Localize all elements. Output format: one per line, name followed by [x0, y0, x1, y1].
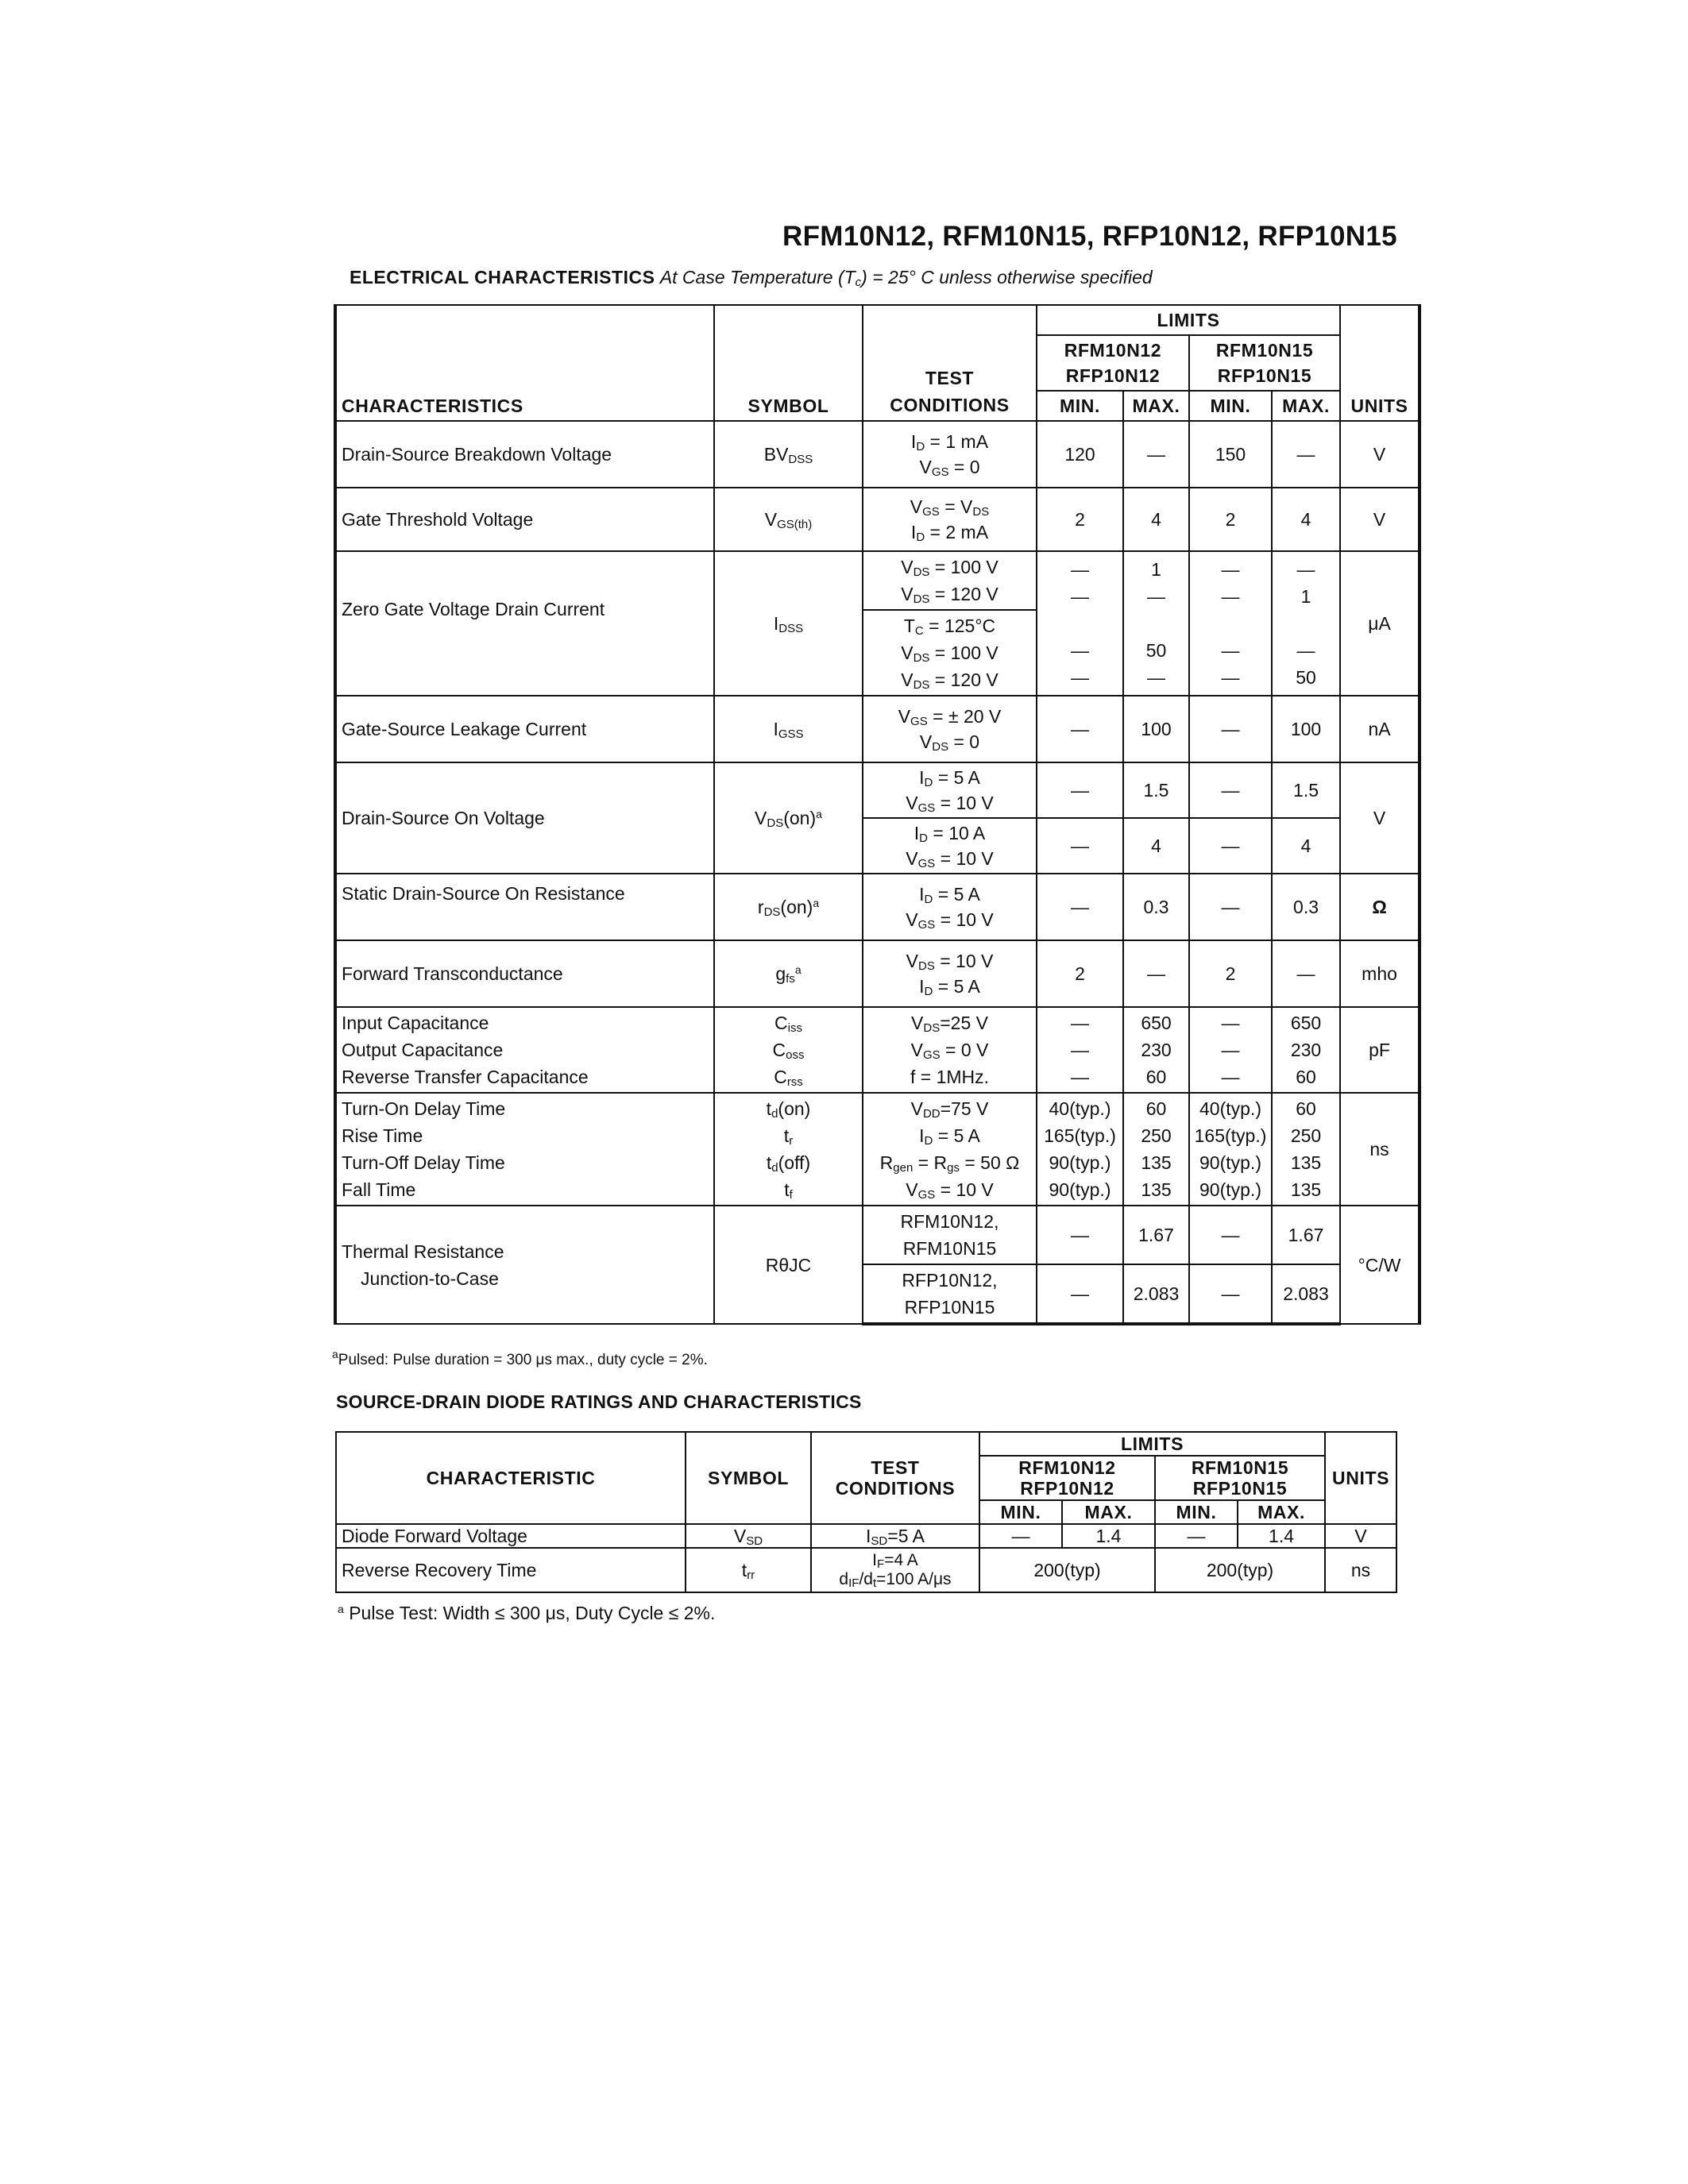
min-value: 120 — [1037, 421, 1123, 488]
min-value: — — [1189, 818, 1272, 874]
characteristic-name: Diode Forward Voltage — [336, 1524, 686, 1548]
max-value: 650 230 60 — [1123, 1007, 1189, 1093]
header-max: MAX. — [1272, 391, 1340, 421]
header-min: MIN. — [1189, 391, 1272, 421]
table-row — [335, 696, 1420, 762]
min-value: — — [1189, 762, 1272, 818]
symbol: $I_{GSS}$ — [714, 696, 863, 762]
min-value: 40(typ.) 165(typ.) 90(typ.) 90(typ.) — [1189, 1093, 1272, 1206]
min-value: — — — — — [1189, 551, 1272, 696]
min-value: — — — — [1189, 1007, 1272, 1093]
min-value: 2 — [1189, 488, 1272, 551]
min-value: — — [1037, 696, 1123, 762]
unit: μA — [1340, 551, 1420, 696]
symbol: $r_{DS}(on)^a$ — [714, 874, 863, 940]
max-value: 1.5 — [1123, 762, 1189, 818]
test-condition: $V_{GS}$ = ± 20 V $V_{DS} = 0$ — [863, 696, 1037, 762]
header-limits: LIMITS — [979, 1432, 1325, 1456]
max-value: 1 — 50 — — [1123, 551, 1189, 696]
min-value: — — — — [1037, 1007, 1123, 1093]
header-test-conditions: TEST CONDITIONS — [811, 1432, 979, 1524]
characteristic-name: Drain-Source On Voltage — [335, 762, 714, 874]
test-condition: $V_{GS} = V_{DS}$ $I_D = 2$ mA — [863, 488, 1037, 551]
symbol: $BV_{DSS}$ — [714, 421, 863, 488]
characteristic-name: Gate Threshold Voltage — [335, 488, 714, 551]
header-min: MIN. — [979, 1500, 1062, 1524]
min-value: 2 — [1189, 940, 1272, 1007]
max-value: 100 — [1123, 696, 1189, 762]
test-condition: $V_{DD}=75$ V $I_D = 5$ A $R_{gen} = R_{gs} = 50$ Ω $V_{GS} = 10$ V — [863, 1093, 1037, 1206]
max-value: 4 — [1123, 488, 1189, 551]
header-symbol: SYMBOL — [714, 305, 863, 421]
unit: V — [1340, 488, 1420, 551]
header-group-rfm10n12: RFM10N12 RFP10N12 — [979, 1456, 1155, 1500]
min-value: 150 — [1189, 421, 1272, 488]
max-value: — — [1272, 940, 1340, 1007]
max-value: 4 — [1272, 818, 1340, 874]
min-value: — — [1037, 1206, 1123, 1264]
table-row — [335, 1007, 1420, 1093]
header-test-conditions: TEST CONDITIONS — [863, 305, 1037, 421]
max-value: — — [1272, 421, 1340, 488]
max-value: 60 250 135 135 — [1123, 1093, 1189, 1206]
max-value: 1.5 — [1272, 762, 1340, 818]
table-row — [335, 1093, 1420, 1206]
header-characteristics: CHARACTERISTICS — [335, 305, 714, 421]
max-value: — — [1123, 421, 1189, 488]
symbol: $V_{SD}$ — [686, 1524, 811, 1548]
header-group-rfm10n12: RFM10N12 RFP10N12 — [1037, 335, 1189, 391]
characteristic-name: Static Drain-Source On Resistance — [335, 874, 714, 940]
characteristic-name: Input Capacitance Output Capacitance Reverse Transfer Capacitance — [335, 1007, 714, 1093]
max-value: 1.4 — [1062, 1524, 1155, 1548]
test-condition: $I_D = 10$ A $V_{GS} = 10$ V — [863, 818, 1037, 874]
table-row — [335, 488, 1420, 551]
min-value: 40(typ.) 165(typ.) 90(typ.) 90(typ.) — [1037, 1093, 1123, 1206]
test-condition: RFM10N12, RFM10N15 — [863, 1206, 1037, 1264]
header-group-rfm10n15: RFM10N15 RFP10N15 — [1155, 1456, 1325, 1500]
characteristic-name: Thermal Resistance Junction-to-Case — [335, 1206, 714, 1324]
symbol: $t_{rr}$ — [686, 1548, 811, 1592]
header-units: UNITS — [1340, 305, 1420, 421]
test-condition: $I_D = 5$ A $V_{GS} = 10$ V — [863, 874, 1037, 940]
min-value: — — — — — [1037, 551, 1123, 696]
characteristic-name: Forward Transconductance — [335, 940, 714, 1007]
typical-value: 200(typ) — [1155, 1548, 1325, 1592]
symbol: RθJC — [714, 1206, 863, 1324]
max-value: 4 — [1123, 818, 1189, 874]
header-symbol: SYMBOL — [686, 1432, 811, 1524]
table-row — [336, 1524, 1396, 1548]
unit: V — [1340, 762, 1420, 874]
test-condition: $I_D = 5$ A $V_{GS} = 10$ V — [863, 762, 1037, 818]
min-value: 2 — [1037, 488, 1123, 551]
source-drain-diode-heading: SOURCE-DRAIN DIODE RATINGS AND CHARACTERISTICS — [336, 1391, 862, 1412]
unit: ns — [1340, 1093, 1420, 1206]
test-condition: $V_{DS}=25$ V $V_{GS} = 0$ V f = 1MHz. — [863, 1007, 1037, 1093]
header-min: MIN. — [1037, 391, 1123, 421]
min-value: — — [1155, 1524, 1238, 1548]
electrical-characteristics-table — [334, 304, 1421, 1325]
unit: pF — [1340, 1007, 1420, 1093]
table-row — [335, 1206, 1420, 1264]
unit: °C/W — [1340, 1206, 1420, 1324]
min-value: — — [979, 1524, 1062, 1548]
max-value: 2.083 — [1123, 1264, 1189, 1324]
header-group-rfm10n15: RFM10N15 RFP10N15 — [1189, 335, 1340, 391]
table-row — [336, 1548, 1396, 1592]
table-row — [335, 940, 1420, 1007]
min-value: — — [1189, 1264, 1272, 1324]
unit: ns — [1325, 1548, 1396, 1592]
max-value: — 1 — 50 — [1272, 551, 1340, 696]
max-value: 60 250 135 135 — [1272, 1093, 1340, 1206]
page-title: RFM10N12, RFM10N15, RFP10N12, RFP10N15 — [782, 221, 1397, 252]
table-row — [335, 874, 1420, 940]
source-drain-diode-table — [335, 1431, 1397, 1593]
characteristic-name: Zero Gate Voltage Drain Current — [335, 551, 714, 696]
header-max: MAX. — [1238, 1500, 1325, 1524]
max-value: 0.3 — [1123, 874, 1189, 940]
characteristic-name: Turn-On Delay Time Rise Time Turn-Off Delay Time Fall Time — [335, 1093, 714, 1206]
table-row — [335, 421, 1420, 488]
max-value: 4 — [1272, 488, 1340, 551]
max-value: 650 230 60 — [1272, 1007, 1340, 1093]
min-value: — — [1037, 818, 1123, 874]
unit: nA — [1340, 696, 1420, 762]
table-row — [335, 762, 1420, 818]
header-limits: LIMITS — [1037, 305, 1340, 335]
symbol: $V_{DS}(on)^a$ — [714, 762, 863, 874]
typical-value: 200(typ) — [979, 1548, 1155, 1592]
min-value: — — [1189, 874, 1272, 940]
header-units: UNITS — [1325, 1432, 1396, 1524]
min-value: 2 — [1037, 940, 1123, 1007]
header-characteristic: CHARACTERISTIC — [336, 1432, 686, 1524]
test-condition: $I_{SD}=5$ A — [811, 1524, 979, 1548]
header-max: MAX. — [1062, 1500, 1155, 1524]
min-value: — — [1189, 696, 1272, 762]
max-value: 100 — [1272, 696, 1340, 762]
header-min: MIN. — [1155, 1500, 1238, 1524]
max-value: 0.3 — [1272, 874, 1340, 940]
unit: Ω — [1340, 874, 1420, 940]
symbol: $g_{fs}^a$ — [714, 940, 863, 1007]
characteristic-name: Reverse Recovery Time — [336, 1548, 686, 1592]
max-value: — — [1123, 940, 1189, 1007]
pulsed-footnote: $^a$Pulsed: Pulse duration = 300 μs max., duty cycle = 2%. — [332, 1348, 708, 1368]
unit: mho — [1340, 940, 1420, 1007]
test-condition: $I_F=4$ A $d_{IF}/d_t=100$ A/μs — [811, 1548, 979, 1592]
symbol: $C_{iss}$ $C_{oss}$ $C_{rss}$ — [714, 1007, 863, 1093]
test-condition: $V_{DS} = 100$ V $V_{DS} = 120$ V — [863, 551, 1037, 610]
min-value: — — [1037, 1264, 1123, 1324]
pulse-test-footnote: $^a$ Pulse Test: Width ≤ 300 μs, Duty Cycle ≤ 2%. — [338, 1603, 716, 1623]
unit: V — [1340, 421, 1420, 488]
max-value: 1.67 — [1272, 1206, 1340, 1264]
header-max: MAX. — [1123, 391, 1189, 421]
electrical-characteristics-heading: ELECTRICAL CHARACTERISTICS At Case Temperature $(T_c) = 25^\circ$ C unless otherwise specified — [350, 267, 1153, 289]
max-value: 1.4 — [1238, 1524, 1325, 1548]
characteristic-name: Drain-Source Breakdown Voltage — [335, 421, 714, 488]
min-value: — — [1189, 1206, 1272, 1264]
symbol: $V_{GS(th)}$ — [714, 488, 863, 551]
symbol: $I_{DSS}$ — [714, 551, 863, 696]
test-condition: $I_D = 1$ mA $V_{GS} = 0$ — [863, 421, 1037, 488]
test-condition: $V_{DS} = 10$ V $I_D = 5$ A — [863, 940, 1037, 1007]
test-condition: RFP10N12, RFP10N15 — [863, 1264, 1037, 1324]
test-condition: $T_C = 125^\circ C$ $V_{DS} = 100$ V $V_{DS} = 120$ V — [863, 610, 1037, 696]
max-value: 2.083 — [1272, 1264, 1340, 1324]
table-row — [335, 551, 1420, 610]
min-value: — — [1037, 762, 1123, 818]
min-value: — — [1037, 874, 1123, 940]
symbol: $t_d(on)$ $t_r$ $t_d(off)$ $t_f$ — [714, 1093, 863, 1206]
characteristic-name: Gate-Source Leakage Current — [335, 696, 714, 762]
max-value: 1.67 — [1123, 1206, 1189, 1264]
unit: V — [1325, 1524, 1396, 1548]
